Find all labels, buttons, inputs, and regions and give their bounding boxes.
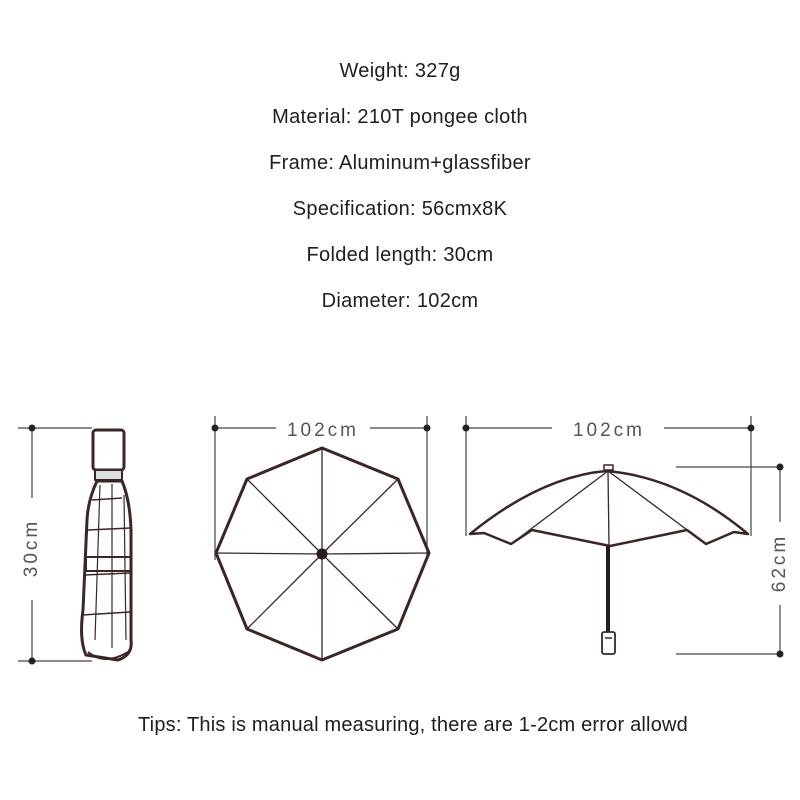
top-view-diameter-label: 102cm — [286, 420, 360, 442]
dimension-dot — [29, 425, 36, 432]
side-view-height-label: 62cm — [769, 533, 791, 593]
dimension-dot — [424, 425, 431, 432]
folded-length-label: 30cm — [21, 518, 43, 578]
dimension-dot — [463, 425, 470, 432]
tips-note: Tips: This is manual measuring, there are 1-2cm error allowd — [138, 714, 688, 736]
folded-umbrella-illustration — [82, 430, 132, 660]
umbrella-top-view — [216, 448, 429, 660]
side-view-diameter-label: 102cm — [572, 420, 646, 442]
dimension-dot — [777, 651, 784, 658]
spec-folded-length: Folded length: 30cm — [306, 244, 494, 266]
spec-frame: Frame: Aluminum+glassfiber — [269, 152, 531, 174]
dimension-dot — [212, 425, 219, 432]
dimension-dot — [748, 425, 755, 432]
spec-weight: Weight: 327g — [339, 60, 461, 82]
spec-material: Material: 210T pongee cloth — [272, 106, 528, 128]
umbrella-side-view — [470, 465, 748, 654]
spec-diameter: Diameter: 102cm — [321, 290, 479, 312]
dimension-dot — [29, 658, 36, 665]
spec-specification: Specification: 56cmx8K — [292, 198, 508, 220]
dimension-dot — [777, 464, 784, 471]
